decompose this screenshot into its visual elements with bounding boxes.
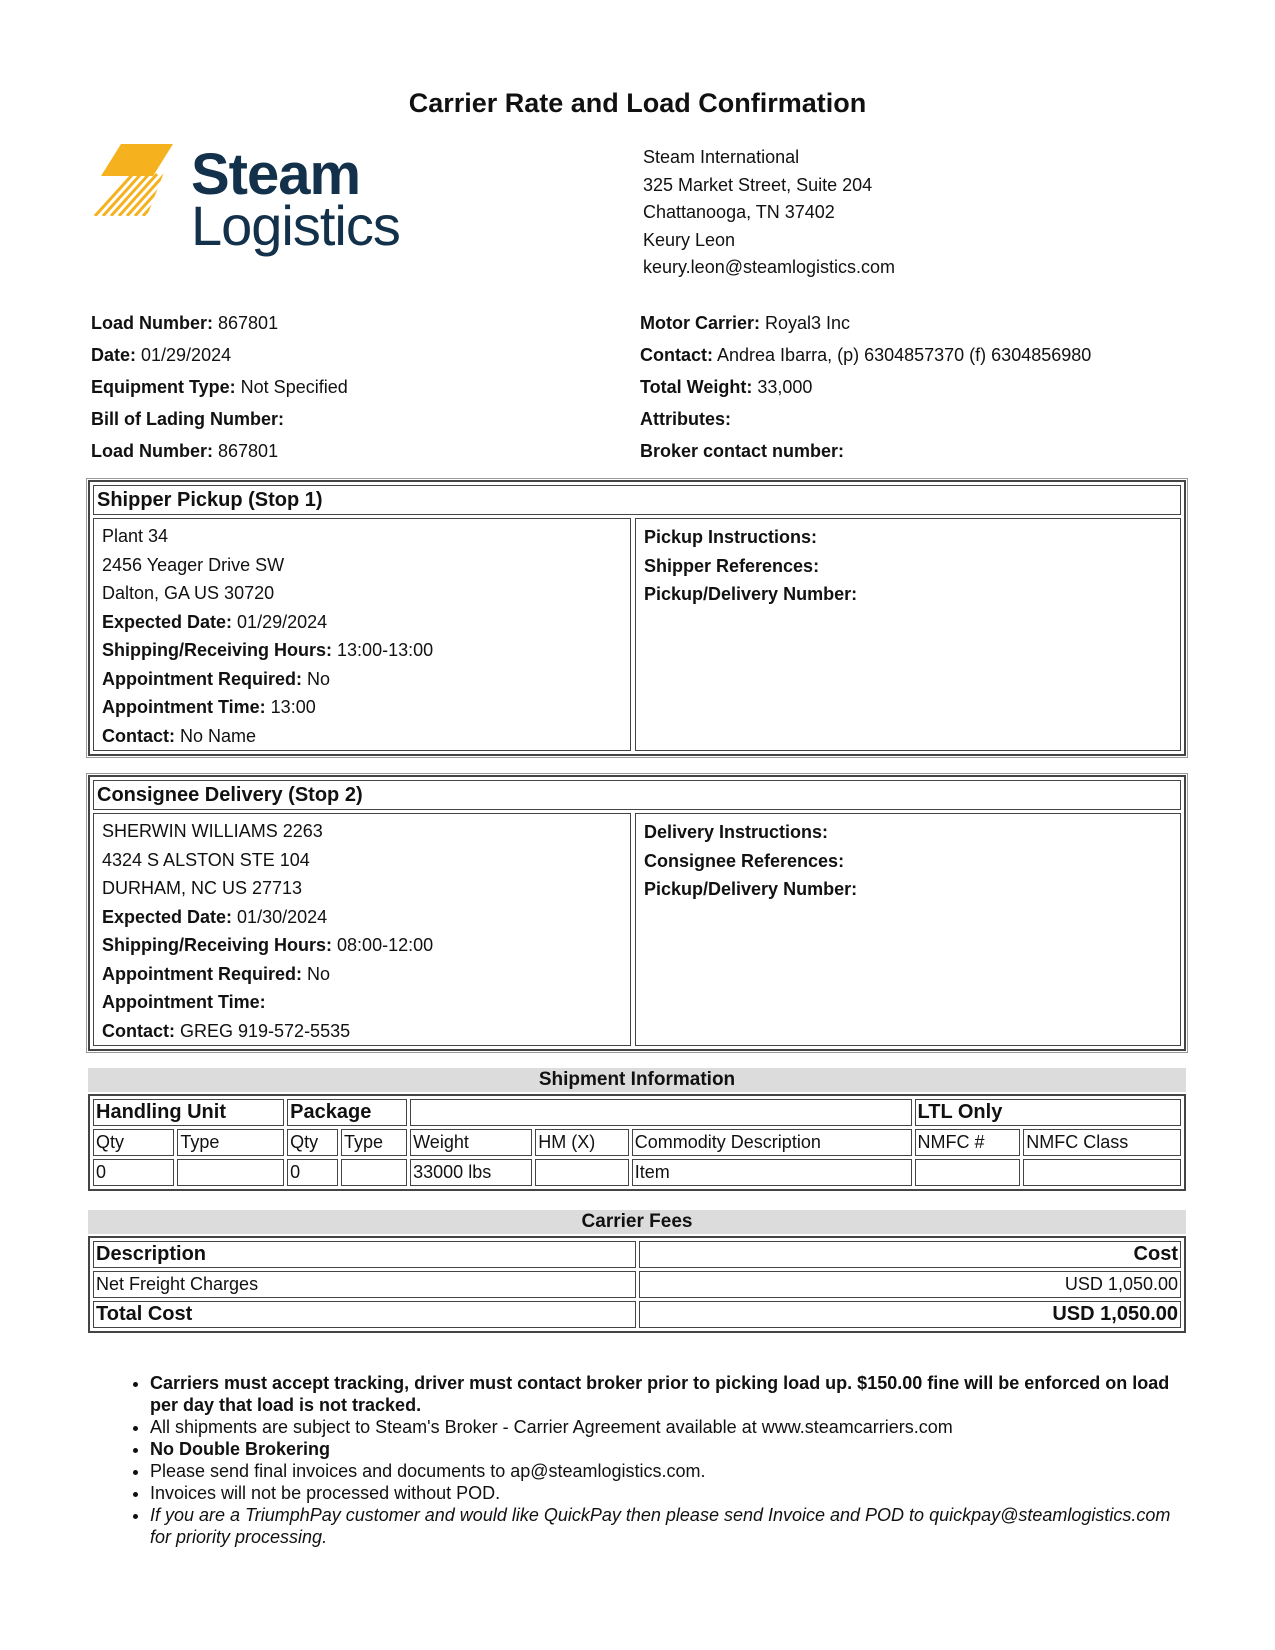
cell-handling-qty: 0	[93, 1159, 174, 1186]
col-nmfc-class: NMFC Class	[1023, 1129, 1181, 1156]
cell-handling-type	[177, 1159, 284, 1186]
logo-word-steam: Steam	[191, 142, 361, 207]
table-row	[93, 1271, 1181, 1298]
total-row	[93, 1301, 1181, 1328]
company-address-line2: Chattanooga, TN 37402	[643, 202, 835, 222]
consignee-delivery-header: Consignee Delivery (Stop 2)	[93, 780, 1181, 810]
motor-carrier-row: Motor Carrier: Royal3 Inc	[640, 313, 851, 333]
expected-date: Expected Date: 01/29/2024	[102, 611, 328, 632]
shipment-info-title: Shipment Information	[88, 1068, 1186, 1092]
page-title: Carrier Rate and Load Confirmation	[408, 88, 867, 118]
shipment-info-table	[88, 1094, 1186, 1191]
pickup-delivery-number-label: Pickup/Delivery Number:	[644, 584, 858, 604]
consignee-address-line1: 4324 S ALSTON STE 104	[102, 849, 310, 870]
pickup-instructions-cell	[635, 518, 1181, 751]
col-commodity: Commodity Description	[632, 1129, 912, 1156]
load-info-left	[91, 307, 348, 467]
delivery-instructions-cell	[635, 813, 1181, 1046]
cell-weight: 33000 lbs	[410, 1159, 532, 1186]
fees-header-row	[93, 1241, 1181, 1268]
appointment-time: Appointment Time: 13:00	[102, 697, 316, 717]
total-cost-label: Total Cost	[93, 1301, 636, 1328]
terms-notes	[130, 1372, 1190, 1548]
bill-of-lading-row: Bill of Lading Number:	[91, 409, 284, 429]
col-nmfc-number: NMFC #	[915, 1129, 1021, 1156]
fee-description: Net Freight Charges	[93, 1271, 636, 1298]
ltl-only-header: LTL Only	[915, 1099, 1182, 1126]
consignee-address-line2: DURHAM, NC US 27713	[102, 878, 303, 898]
shipper-name: Plant 34	[102, 526, 169, 546]
consignee-address-cell	[93, 813, 631, 1046]
load-number-row-2: Load Number: 867801	[91, 441, 279, 461]
list-item: • If you are a TriumphPay customer and would like QuickPay then please send Invoice and POD to quickpay@steamlogistics.com for priority processing.	[150, 1504, 1190, 1548]
company-address-block	[643, 144, 895, 282]
pickup-instructions-label: Pickup Instructions:	[644, 527, 818, 547]
load-number-row: Load Number: 867801	[91, 313, 279, 333]
date-row: Date: 01/29/2024	[91, 345, 232, 365]
attributes-row: Attributes:	[640, 409, 731, 429]
consignee-delivery-box	[88, 775, 1186, 1051]
total-weight-row: Total Weight: 33,000	[640, 377, 813, 397]
carrier-contact-row: Contact: Andrea Ibarra, (p) 6304857370 (f) 6304856980	[640, 345, 1092, 365]
consignee-contact: Contact: GREG 919-572-5535	[102, 1020, 351, 1041]
handling-unit-header: Handling Unit	[93, 1099, 284, 1126]
list-item: • All shipments are subject to Steam's Broker - Carrier Agreement available at www.steamcarriers.com	[150, 1416, 1190, 1438]
appointment-time: Appointment Time:	[102, 992, 266, 1012]
list-item: • No Double Brokering	[150, 1438, 1190, 1460]
cell-package-qty: 0	[287, 1159, 338, 1186]
delivery-instructions-label: Delivery Instructions:	[644, 822, 829, 842]
appointment-required: Appointment Required: No	[102, 668, 331, 689]
shipper-address-line1: 2456 Yeager Drive SW	[102, 554, 285, 575]
consignee-references-label: Consignee References:	[644, 850, 845, 871]
list-item: • Please send final invoices and documents to ap@steamlogistics.com.	[150, 1460, 1190, 1482]
shipping-hours: Shipping/Receiving Hours: 13:00-13:00	[102, 640, 434, 660]
package-header: Package	[287, 1099, 407, 1126]
col-handling-qty: Qty	[93, 1129, 174, 1156]
steam-logo-icon	[93, 144, 175, 216]
cell-nmfc-number	[915, 1159, 1021, 1186]
shipper-pickup-box	[88, 480, 1186, 756]
col-weight: Weight	[410, 1129, 532, 1156]
steam-logistics-logo	[93, 140, 413, 265]
receiving-hours: Shipping/Receiving Hours: 08:00-12:00	[102, 935, 434, 955]
table-row	[93, 1159, 1181, 1186]
blank-group-header	[410, 1099, 911, 1126]
notes-list	[130, 1372, 1190, 1548]
logo-word-logistics: Logistics	[191, 194, 400, 257]
total-cost-value: USD 1,050.00	[639, 1301, 1182, 1328]
shipper-references-label: Shipper References:	[644, 555, 820, 576]
shipment-group-header-row	[93, 1099, 1181, 1126]
shipper-pickup-header: Shipper Pickup (Stop 1)	[93, 485, 1181, 515]
appointment-required: Appointment Required: No	[102, 963, 331, 984]
broker-contact-row: Broker contact number:	[640, 441, 845, 461]
company-name: Steam International	[643, 147, 800, 167]
col-package-qty: Qty	[287, 1129, 338, 1156]
company-address-line1: 325 Market Street, Suite 204	[643, 174, 873, 195]
shipper-contact: Contact: No Name	[102, 725, 257, 746]
cell-package-type	[341, 1159, 407, 1186]
load-info-right	[640, 307, 1091, 467]
cell-nmfc-class	[1023, 1159, 1181, 1186]
fees-description-header: Description	[93, 1241, 636, 1268]
shipper-address-cell	[93, 518, 631, 751]
col-package-type: Type	[341, 1129, 407, 1156]
pickup-delivery-number-label: Pickup/Delivery Number:	[644, 879, 858, 899]
carrier-fees-table	[88, 1236, 1186, 1333]
consignee-name: SHERWIN WILLIAMS 2263	[102, 821, 323, 841]
list-item: • Carriers must accept tracking, driver must contact broker prior to picking load up. $150.00 fine will be enforced on load per day that load is not tracked.	[150, 1372, 1190, 1416]
col-handling-type: Type	[177, 1129, 284, 1156]
cell-hazmat	[535, 1159, 629, 1186]
carrier-fees-title: Carrier Fees	[88, 1210, 1186, 1234]
shipment-column-header-row	[93, 1129, 1181, 1156]
expected-date: Expected Date: 01/30/2024	[102, 906, 328, 927]
shipper-address-line2: Dalton, GA US 30720	[102, 583, 275, 603]
fee-cost: USD 1,050.00	[639, 1271, 1182, 1298]
list-item: • Invoices will not be processed without POD.	[150, 1482, 1190, 1504]
company-contact: Keury Leon	[643, 229, 736, 250]
company-email: keury.leon@steamlogistics.com	[643, 257, 896, 277]
fees-cost-header: Cost	[639, 1241, 1182, 1268]
col-hazmat: HM (X)	[535, 1129, 629, 1156]
cell-commodity: Item	[632, 1159, 912, 1186]
equipment-type-row: Equipment Type: Not Specified	[91, 377, 348, 397]
